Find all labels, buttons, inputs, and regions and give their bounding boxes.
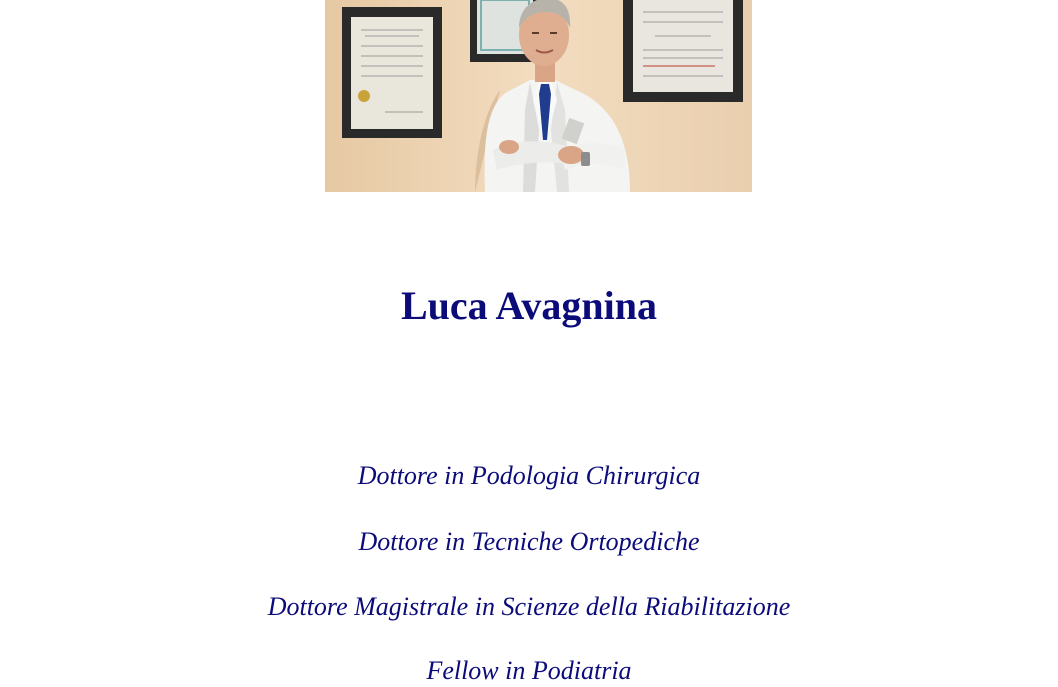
credential-podologia-chirurgica: Dottore in Podologia Chirurgica — [357, 461, 701, 490]
doctor-name: Luca Avagnina — [401, 283, 657, 328]
credential-tecniche-ortopediche: Dottore in Tecniche Ortopediche — [358, 527, 700, 556]
diploma-frame-right — [623, 0, 743, 102]
credential-fellow-podiatria: Fellow in Podiatria — [426, 656, 632, 685]
profile-photo — [325, 0, 752, 192]
credential-scienze-riabilitazione: Dottore Magistrale in Scienze della Riabilitazione — [267, 592, 791, 621]
diploma-frame-left — [342, 7, 442, 138]
